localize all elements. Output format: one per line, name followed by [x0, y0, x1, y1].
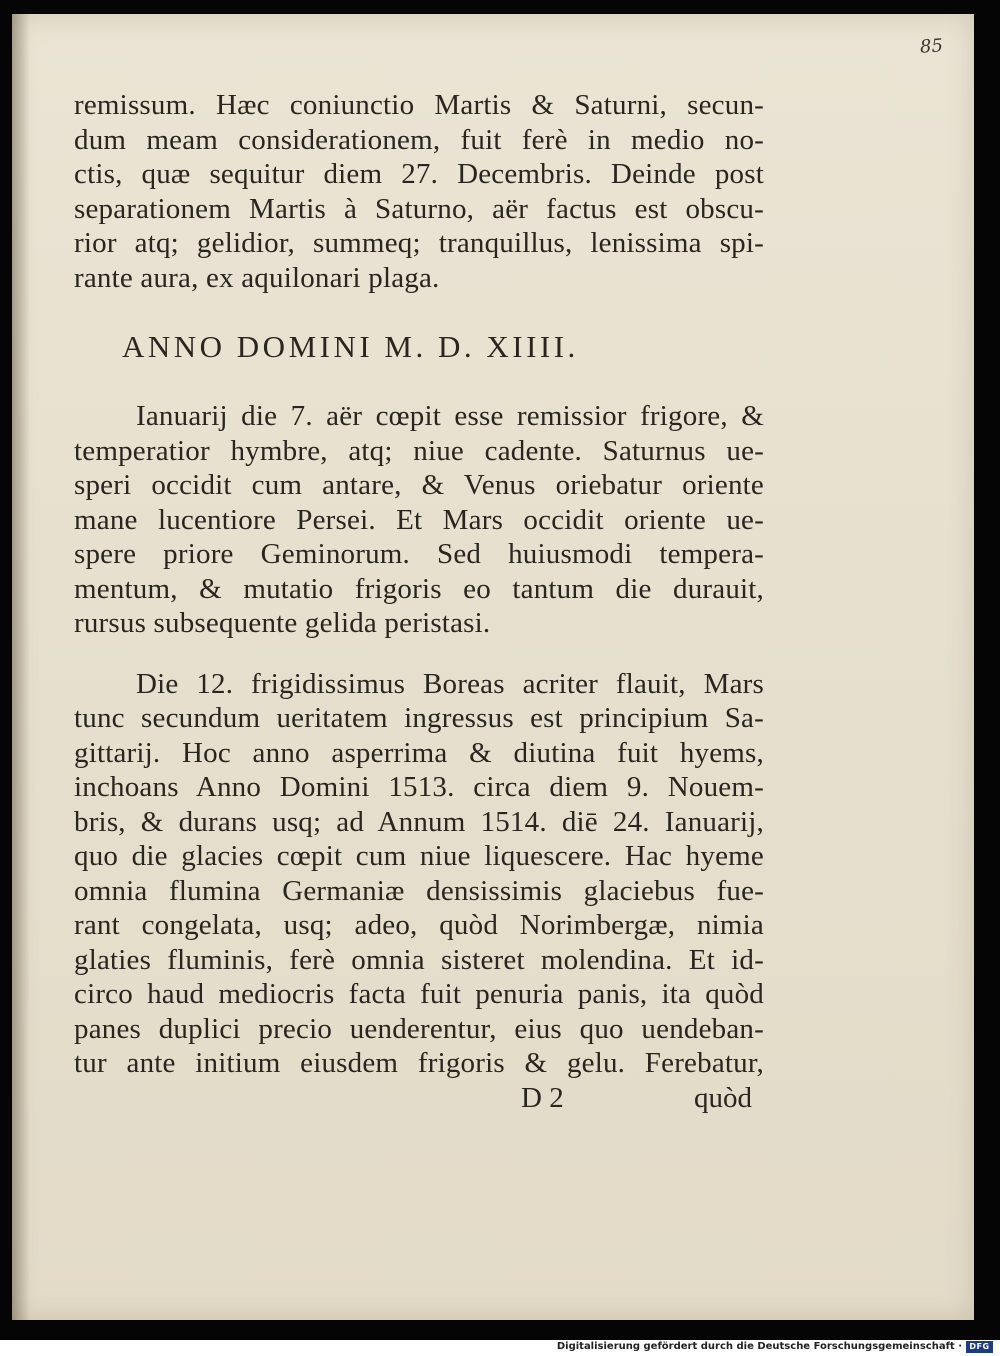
funding-credit: Digitalisierung gefördert durch die Deutsche Forschungsgemeinschaft ·	[556, 1341, 962, 1352]
paragraph-1	[74, 88, 764, 295]
paragraph-2	[74, 399, 764, 641]
text-line: rior atq; gelidior, summeq; tranquillus, lenissima spi-	[74, 227, 764, 259]
folio-number: 85	[919, 35, 944, 58]
text-line: quo die glacies cœpit cum niue liquescere. Hac hyeme	[74, 840, 764, 872]
section-heading: ANNO DOMINI M. D. XIIII.	[122, 329, 579, 364]
text-line: mentum, & mutatio frigoris eo tantum die durauit,	[74, 572, 764, 605]
text-line: Die 12. frigidissimus Boreas acriter flauit, Mars	[136, 667, 764, 700]
text-line: circo haud mediocris facta fuit penuria panis, ita quòd	[74, 978, 764, 1010]
paragraph-3	[74, 667, 764, 1081]
text-line: remissum. Hæc coniunctio Martis & Saturni, secun-	[74, 89, 764, 121]
text-line: bris, & durans usq; ad Annum 1514. diē 24. Ianuarij,	[74, 805, 764, 838]
text-line: rursus subsequente gelida peristasi.	[74, 607, 491, 639]
dfg-logo: DFG	[966, 1341, 993, 1353]
catchword: quòd	[694, 1081, 752, 1114]
signature-line	[74, 1081, 764, 1116]
signature-mark: D 2	[521, 1081, 564, 1114]
text-block	[74, 88, 764, 1115]
text-line: rante aura, ex aquilonari plaga.	[74, 261, 440, 294]
text-line: dum meam considerationem, fuit ferè in medio no-	[74, 123, 764, 156]
text-line: panes duplici precio uenderentur, eius quo uendeban-	[74, 1012, 764, 1045]
text-line: mane lucentiore Persei. Et Mars occidit oriente ue-	[74, 503, 764, 536]
text-line: Ianuarij die 7. aër cœpit esse remissior frigore, &	[136, 400, 764, 432]
page-gutter-shadow	[12, 14, 30, 1320]
text-line: separationem Martis à Saturno, aër factus est obscu-	[74, 192, 764, 225]
text-line: omnia flumina Germaniæ densissimis glaciebus fue-	[74, 874, 764, 907]
text-line: glaties fluminis, ferè omnia sisteret molendina. Et id-	[74, 943, 764, 976]
text-line: ctis, quæ sequitur diem 27. Decembris. Deinde post	[74, 158, 764, 190]
text-line: speri occidit cum antare, & Venus oriebatur oriente	[74, 469, 764, 501]
digitization-footer	[0, 1340, 1000, 1356]
text-line: gittarij. Hoc anno asperrima & diutina fuit hyems,	[74, 736, 764, 769]
text-line: inchoans Anno Domini 1513. circa diem 9. Nouem-	[74, 771, 764, 803]
text-line: tunc secundum ueritatem ingressus est principium Sa-	[74, 702, 764, 734]
text-line: rant congelata, usq; adeo, quòd Norimbergæ, nimia	[74, 909, 764, 941]
text-line: temperatior hymbre, atq; niue cadente. Saturnus ue-	[74, 434, 764, 467]
text-line: spere priore Geminorum. Sed huiusmodi tempera-	[74, 538, 764, 570]
text-line: tur ante initium eiusdem frigoris & gelu. Ferebatur,	[74, 1047, 764, 1079]
